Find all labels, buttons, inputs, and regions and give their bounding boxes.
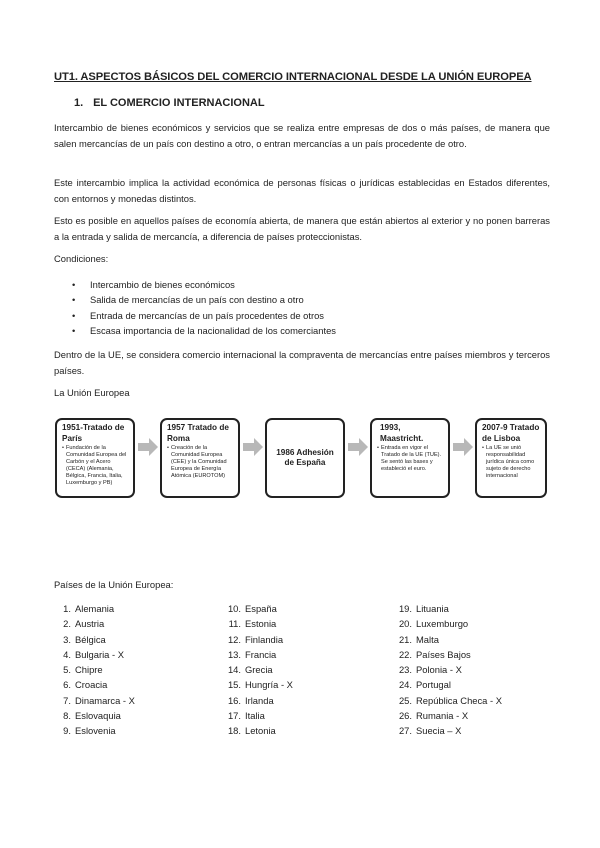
timeline-step-details bbox=[372, 445, 448, 473]
conditions-list bbox=[54, 277, 336, 339]
list-item: 23. Polonia - X bbox=[398, 664, 462, 676]
list-item: 24. Portugal bbox=[398, 679, 451, 691]
paragraph-definition: Intercambio de bienes económicos y servicios que se realiza entre empresas de dos o más países, de manera que salen mercancías de un país con destino a otro, o entran mercancías a un país procedente de otro. bbox=[54, 122, 550, 149]
list-item: • Entrada en vigor el Tratado de la UE (TUE). Se sentó las bases y estableció el euro. bbox=[377, 445, 442, 472]
timeline-step-details bbox=[162, 445, 238, 480]
list-item: 4. Bulgaria - X bbox=[63, 648, 124, 660]
paragraph-open-economy: Esto es posible en aquellos países de economía abierta, de manera que están abiertos al exterior y no ponen barreras a la entrada y salida de mercancía, a diferencia de países proteccionistas. bbox=[54, 215, 550, 242]
bullet-icon: • bbox=[72, 294, 76, 306]
list-item: 10. España bbox=[227, 603, 277, 614]
timeline-step-title: 1951-Tratado de París bbox=[62, 423, 125, 443]
section-heading bbox=[74, 97, 265, 109]
timeline-step-title: 1993, Maastricht. bbox=[380, 423, 424, 443]
list-item: 13. Francia bbox=[227, 648, 277, 660]
countries-column-2 bbox=[224, 601, 293, 739]
countries-heading: Países de la Unión Europea: bbox=[54, 579, 174, 590]
list-item: 5. Chipre bbox=[63, 664, 103, 676]
timeline-step-title: 1986 Adhesión de España bbox=[276, 447, 334, 467]
paragraph-ue-trade: Dentro de la UE, se considera comercio internacional la compraventa de mercancías entre países miembros y terceros países. bbox=[54, 349, 550, 376]
list-item: 15. Hungría - X bbox=[227, 679, 293, 691]
bullet-icon: • bbox=[482, 445, 484, 451]
section-number: 1. bbox=[74, 97, 84, 109]
conditions-heading: Condiciones: bbox=[54, 253, 109, 264]
list-item: 7. Dinamarca - X bbox=[63, 694, 135, 706]
bullet-icon: • bbox=[72, 309, 76, 321]
timeline-step-title: 2007-9 Tratado de Lisboa bbox=[482, 423, 540, 443]
countries-column-3 bbox=[395, 601, 502, 739]
list-item: 9. Eslovenia bbox=[63, 725, 116, 737]
list-item: 20. Luxemburgo bbox=[398, 618, 469, 630]
bullet-icon: • bbox=[62, 445, 64, 451]
list-item: • La UE se unió responsabilidad jurídica única como sujeto de derecho internacional bbox=[482, 445, 535, 479]
list-item: 25. República Checa - X bbox=[398, 694, 502, 706]
list-item: 3. Bélgica bbox=[63, 633, 106, 645]
list-item: • Escasa importancia de la nacionalidad de los comerciantes bbox=[54, 323, 336, 338]
timeline-step-lisbon bbox=[475, 418, 547, 498]
list-item: • Intercambio de bienes económicos bbox=[54, 277, 336, 292]
list-item: 22. Países Bajos bbox=[398, 648, 471, 660]
ue-heading: La Unión Europea bbox=[54, 387, 130, 398]
bullet-icon: • bbox=[377, 445, 379, 451]
list-item: 21. Malta bbox=[398, 633, 439, 645]
timeline-step-details bbox=[57, 445, 133, 487]
list-item: • Fundación de la Comunidad Europea del Carbón y el Acero (CECA) (Alemania, Bélgica, Francia, Italia, Luxemburgo y PB) bbox=[62, 445, 127, 486]
list-item: 14. Grecia bbox=[227, 664, 273, 676]
list-item: 6. Croacia bbox=[63, 679, 108, 691]
timeline-step-spain bbox=[265, 418, 345, 498]
timeline-step-maastricht bbox=[370, 418, 450, 498]
document-title: UT1. ASPECTOS BÁSICOS DEL COMERCIO INTERNACIONAL DESDE LA UNIÓN EUROPEA bbox=[54, 71, 532, 83]
list-item: 26. Rumania - X bbox=[398, 710, 469, 722]
list-item: 16. Irlanda bbox=[227, 694, 274, 706]
timeline-step-rome bbox=[160, 418, 240, 498]
timeline-step-details bbox=[477, 445, 545, 480]
list-item: 8. Eslovaquia bbox=[63, 710, 121, 722]
timeline-step-paris bbox=[55, 418, 135, 498]
paragraph-activity: Este intercambio implica la actividad económica de personas físicas o jurídicas establecidas en Estados diferentes, con entornos y monedas distintos. bbox=[54, 177, 550, 204]
bullet-icon: • bbox=[167, 445, 169, 451]
list-item: • Creación de la Comunidad Europea (CEE) y la Comunidad Europea de Energía Atómica (EUROTOM) bbox=[167, 445, 227, 479]
list-item: • Salida de mercancías de un país con destino a otro bbox=[54, 292, 336, 307]
list-item: 1. Alemania bbox=[63, 603, 115, 614]
list-item: 2. Austria bbox=[63, 618, 105, 630]
list-item: 27. Suecia – X bbox=[398, 725, 462, 737]
countries-column-1 bbox=[54, 601, 135, 739]
list-item: 17. Italia bbox=[227, 710, 265, 722]
list-item: • Entrada de mercancías de un país procedentes de otros bbox=[54, 308, 336, 323]
bullet-icon: • bbox=[72, 325, 76, 337]
list-item: 11. Estonia bbox=[228, 618, 277, 630]
list-item: 18. Letonia bbox=[227, 725, 276, 737]
section-label: EL COMERCIO INTERNACIONAL bbox=[93, 97, 265, 109]
bullet-icon: • bbox=[72, 279, 76, 290]
list-item: 19. Lituania bbox=[398, 603, 449, 614]
timeline-step-title: 1957 Tratado de Roma bbox=[167, 423, 229, 443]
list-item: 12. Finlandia bbox=[227, 633, 284, 645]
